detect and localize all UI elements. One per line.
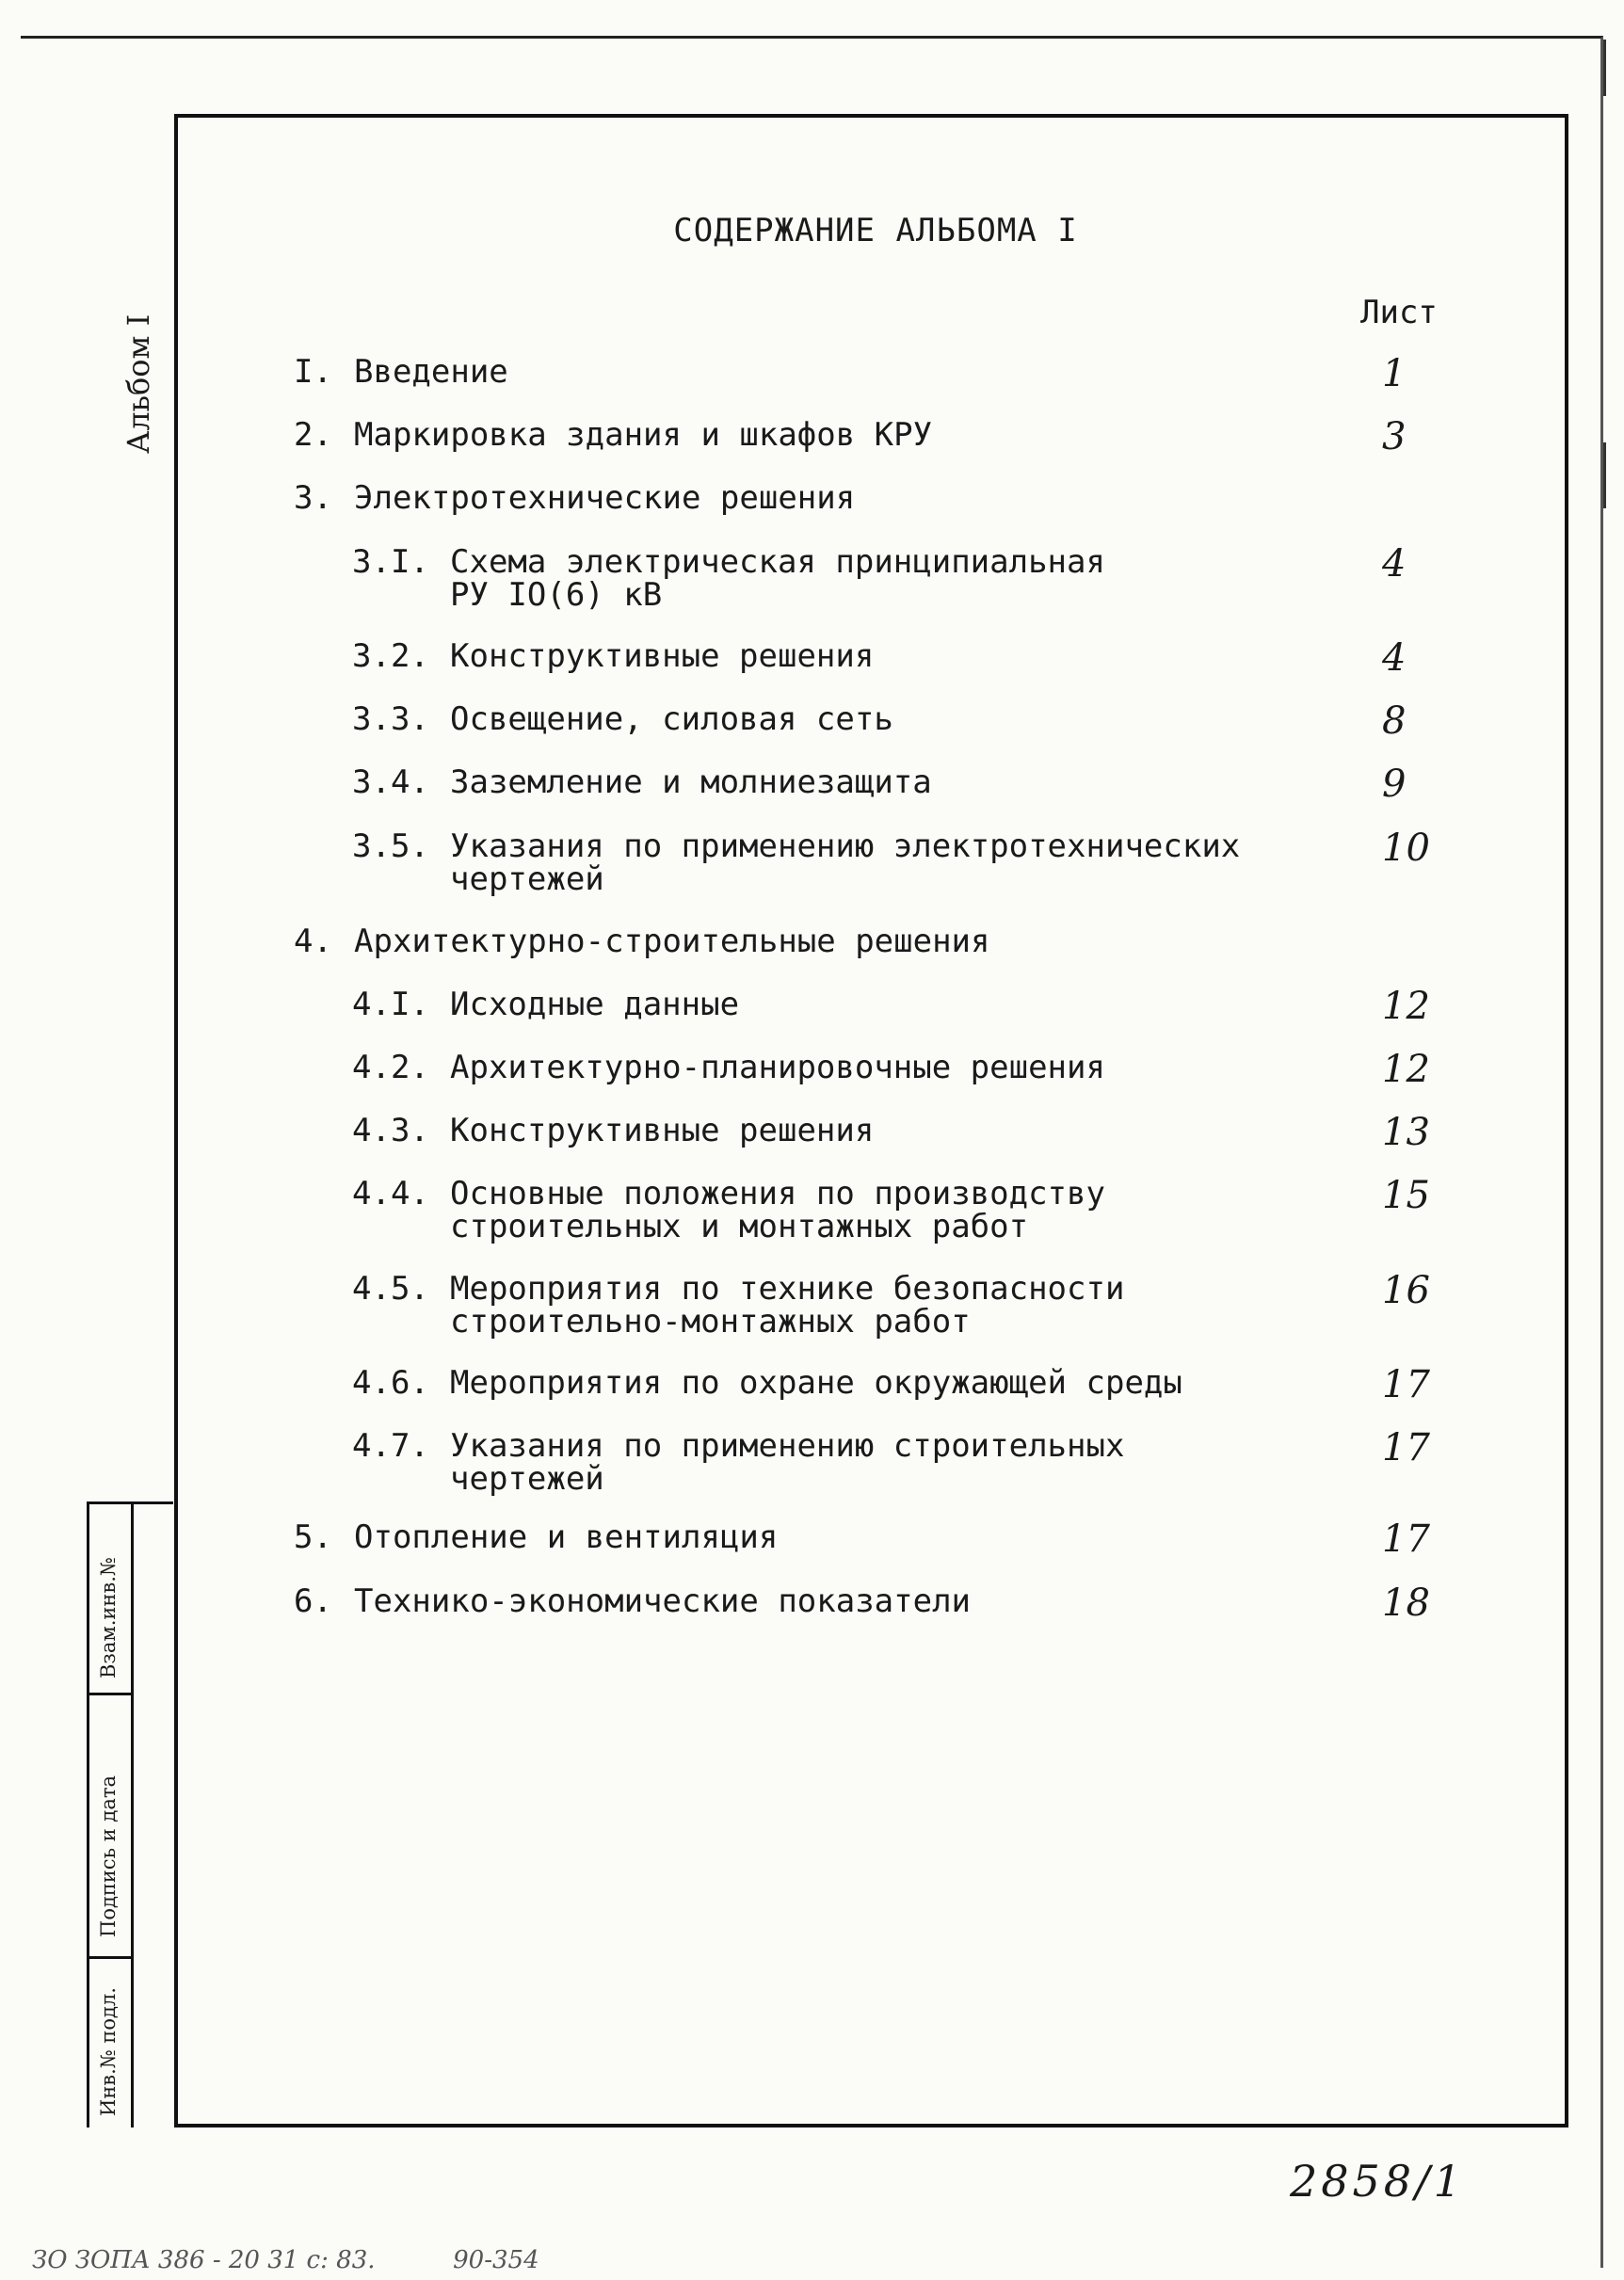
sheet-column-header: Лист [1360,294,1438,331]
toc-number: 4.6. [352,1364,429,1402]
toc-number: 3.2. [352,637,429,675]
toc-text: Заземление и молниезащита [450,763,932,801]
toc-text: Исходные данные [450,986,740,1023]
toc-text: Мероприятия по технике безопасности строительно-монтажных работ [450,1270,1125,1341]
stamp-divider [131,1504,134,2127]
toc-number: 4.I. [352,986,429,1023]
toc-page: 3 [1382,415,1407,458]
page-title: СОДЕРЖАНИЕ АЛЬБОМА I [673,212,1078,249]
approval-stamp-column [87,1501,173,2127]
footer-stamp: ЗО ЗОПА 386 - 20 31 с: 83. 90-354 [32,2246,539,2274]
stamp-inv-podl: Инв.№ подл. [97,1987,120,2116]
toc-text: Электротехнические решения [354,479,856,517]
toc-text: Основные положения по производству строительных и монтажных работ [450,1175,1105,1245]
toc-page: 1 [1382,352,1407,395]
toc-number: 3.3. [352,700,429,738]
toc-number: 4. [294,923,332,960]
toc-text: Маркировка здания и шкафов КРУ [354,416,933,454]
toc-text: Конструктивные решения [450,1112,875,1149]
toc-page: 4 [1382,542,1407,586]
toc-text: Архитектурно-строительные решения [354,923,990,960]
toc-number: 3.I. [352,543,429,581]
toc-page: 17 [1382,1517,1430,1561]
toc-text: Конструктивные решения [450,637,875,675]
toc-number: 6. [294,1582,332,1620]
toc-number: 4.4. [352,1175,429,1212]
toc-text: Мероприятия по охране окружающей среды [450,1364,1182,1402]
toc-number: 4.7. [352,1427,429,1465]
toc-page: 4 [1382,636,1407,680]
toc-page: 8 [1382,699,1407,743]
toc-number: 2. [294,416,332,454]
edge-mark [1603,442,1606,508]
toc-number: 3. [294,479,332,517]
toc-page: 13 [1382,1111,1430,1154]
toc-text: Технико-экономические показатели [354,1582,972,1620]
toc-text: Указания по применению строительных чертежей [450,1427,1125,1498]
stamp-vzam-inv: Взам.инв.№ [97,1557,120,1678]
toc-text: Схема электрическая принципиальная РУ IO(6) кВ [450,543,1105,614]
toc-page: 12 [1382,1048,1430,1091]
toc-page: 15 [1382,1174,1430,1217]
toc-page: 10 [1382,827,1430,870]
toc-page: 16 [1382,1269,1430,1312]
toc-page: 9 [1382,763,1407,806]
toc-number: 3.5. [352,827,429,865]
stamp-sign-date: Подпись и дата [97,1774,120,1937]
toc-number: 4.5. [352,1270,429,1308]
document-code: 2858/1 [1290,2156,1465,2207]
side-album-label: Альбом I [121,313,156,454]
edge-mark [1603,40,1606,96]
toc-text: Указания по применению электротехнических чертежей [450,827,1241,898]
toc-text: Введение [354,353,508,391]
toc-page: 12 [1382,985,1430,1028]
toc-text: Архитектурно-планировочные решения [450,1049,1105,1086]
toc-page: 17 [1382,1363,1430,1406]
toc-number: 4.2. [352,1049,429,1086]
toc-text: Освещение, силовая сеть [450,700,893,738]
toc-text: Отопление и вентиляция [354,1518,779,1556]
toc-number: 3.4. [352,763,429,801]
toc-number: 5. [294,1518,332,1556]
toc-page: 17 [1382,1426,1430,1469]
toc-page: 18 [1382,1582,1430,1625]
toc-number: I. [294,353,332,391]
stamp-divider [89,1693,131,1695]
stamp-divider [89,1956,131,1959]
toc-number: 4.3. [352,1112,429,1149]
